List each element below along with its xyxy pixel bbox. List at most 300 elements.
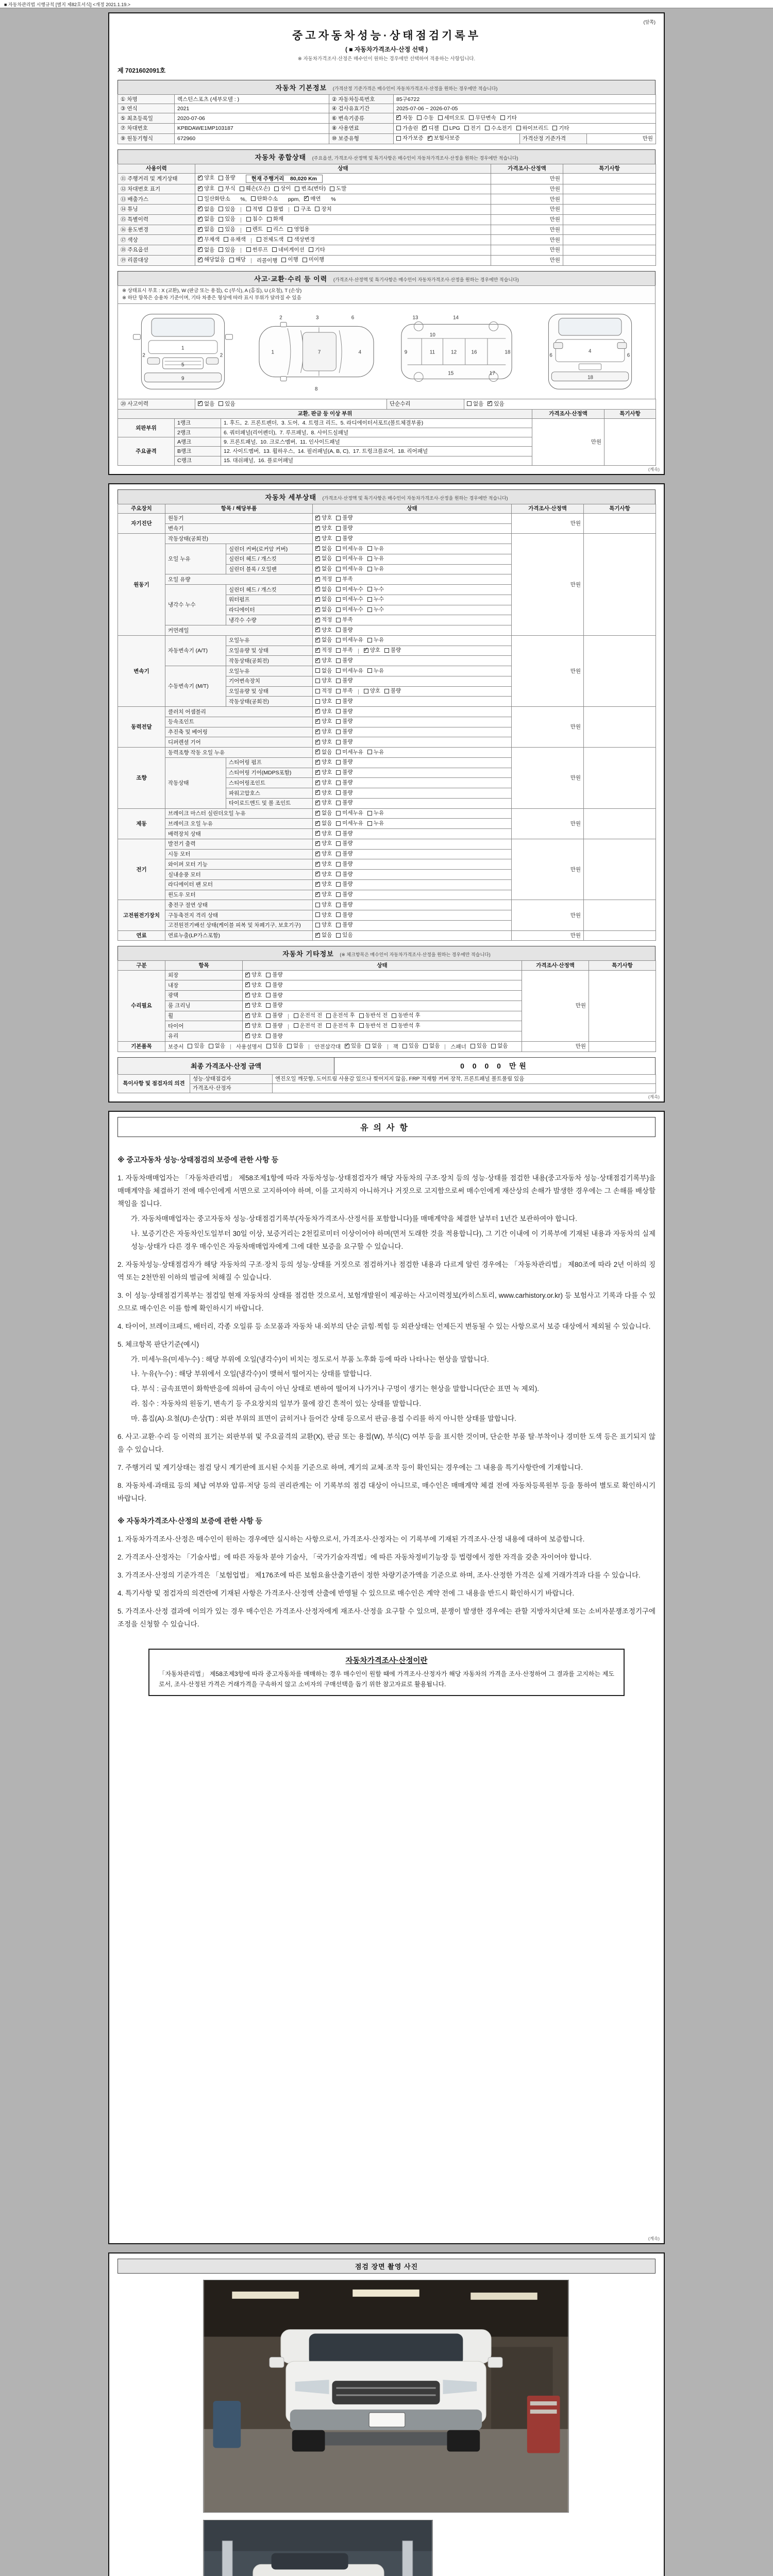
cell[interactable] [313,757,512,768]
checkbox-checked[interactable]: ✓ 양호 [198,174,214,181]
checkbox-unchecked[interactable]: 썬루프 [246,246,268,253]
table-row [118,409,656,418]
checkbox-checked[interactable]: ✓ 양호 [315,860,332,868]
cell[interactable] [195,255,491,265]
checkbox-unchecked[interactable]: 있음 [188,1042,204,1049]
checkbox-checked[interactable]: ✓ 양호 [245,981,262,989]
checkbox-unchecked[interactable]: 불량 [336,657,352,664]
cell[interactable] [313,778,512,788]
checkbox-checked[interactable]: ✓ 없음 [198,206,214,213]
section-detail-note: (가격조사·산정액 및 특기사항은 매수인이 자동차가격조사·산정을 원하는 경우에만 적습니다) [322,495,508,501]
checkbox-unchecked[interactable]: 수동 [417,114,433,122]
cell[interactable] [195,214,491,225]
checkbox-checked[interactable]: ✓ 없음 [315,565,332,572]
checkbox-unchecked[interactable]: 렌트 [246,226,263,233]
checkbox-unchecked[interactable]: 누유 [367,809,384,817]
cell[interactable] [195,399,387,410]
cell-text: 만원 [549,216,560,223]
checkbox-icon [294,1023,298,1028]
checkbox-unchecked[interactable]: 불량 [336,789,352,796]
checkbox-unchecked[interactable]: 동반석 후 [392,1012,421,1019]
checkbox-unchecked[interactable]: 양호 [364,687,380,694]
checkbox-unchecked[interactable]: 불량 [336,921,352,928]
checkbox-unchecked[interactable]: 전기 [464,125,481,132]
cell[interactable] [313,686,512,697]
cell-text: 구동축전지 격리 상태 [168,912,219,919]
checkbox-unchecked[interactable]: 없음 [491,1042,508,1049]
checkbox-unchecked[interactable]: 불량 [336,514,352,521]
checkbox-unchecked[interactable]: 부족 [336,616,352,623]
checkbox-unchecked[interactable]: 불량 [336,718,352,725]
cell-text: 고전원전기배선 상태(케이블 피복 및 차폐기구, 보호기구) [168,922,301,929]
cell[interactable] [313,646,512,656]
checkbox-checked[interactable]: ✓ 양호 [315,789,332,796]
cell[interactable] [313,707,512,717]
checkbox-checked[interactable]: ✓ 자동 [396,114,413,122]
checkbox-unchecked[interactable]: 불량 [266,971,282,978]
checkbox-unchecked[interactable]: 불량 [336,677,352,684]
checkbox-unchecked[interactable]: 있음 [219,226,235,233]
cell[interactable] [243,980,522,991]
checkbox-checked[interactable]: ✓ 없음 [315,820,332,827]
checkbox-checked[interactable]: ✓ 없음 [315,636,332,643]
cell[interactable] [313,717,512,727]
checkbox-unchecked[interactable]: 불량 [336,799,352,806]
cell[interactable] [243,1031,522,1042]
checkbox-icon [336,699,341,704]
cell[interactable] [195,184,491,194]
cell[interactable] [394,113,656,124]
cell[interactable] [195,173,491,184]
checkbox-unchecked[interactable]: 영업용 [288,226,309,233]
checkbox-unchecked[interactable]: 불량 [336,779,352,786]
panel-rank-table [117,409,656,466]
checkbox-unchecked[interactable]: 미세누수 [336,606,363,613]
cell[interactable] [313,910,512,921]
checkbox-unchecked[interactable]: 양호 [315,901,332,908]
cell[interactable] [313,605,512,615]
checkbox-checked[interactable]: ✓ 없음 [198,246,214,253]
cell[interactable] [313,544,512,554]
checkbox-unchecked[interactable]: 네비게이션 [272,246,305,253]
checkbox-unchecked[interactable]: 리스 [267,226,283,233]
checkbox-checked[interactable]: ✓ 있음 [488,400,504,408]
checkbox-checked[interactable]: ✓ 없음 [315,545,332,552]
checkbox-unchecked[interactable]: 누유 [367,555,384,562]
cell[interactable] [313,788,512,799]
checkbox-unchecked[interactable]: 있음 [219,246,235,253]
cell[interactable] [313,839,512,849]
checkbox-unchecked[interactable]: 있음 [219,206,235,213]
checkbox-unchecked[interactable]: 불량 [266,1012,282,1019]
checkbox-checked[interactable]: ✓ 양호 [315,738,332,745]
cell-text: 2랭크 [177,429,191,436]
checkbox-unchecked[interactable]: 누유 [367,545,384,552]
cell[interactable] [313,727,512,737]
checkbox-unchecked[interactable]: 누수 [367,596,384,603]
checkbox-checked[interactable]: ✓ 적정 [315,575,332,583]
cell[interactable] [313,748,512,758]
checkbox-unchecked[interactable]: 세미오토 [438,114,465,122]
checkbox-unchecked[interactable]: 불량 [336,698,352,705]
checkbox-checked[interactable]: ✓ 양호 [315,626,332,634]
checkbox-unchecked[interactable]: 동반석 전 [359,1012,388,1019]
cell[interactable] [313,554,512,564]
page-3 [108,1111,665,2244]
checkbox-unchecked[interactable]: 수소전기 [485,125,512,132]
checkbox-unchecked[interactable]: 양호 [315,921,332,928]
checkbox-checked[interactable]: ✓ 없음 [315,586,332,593]
cell [491,184,563,194]
checkbox-checked[interactable]: ✓ 있음 [345,1042,361,1049]
checkbox-unchecked[interactable]: 불량 [384,687,401,694]
header-cell [604,409,656,418]
checkbox-checked[interactable]: ✓ 양호 [315,840,332,847]
checkbox-checked[interactable]: ✓ 양호 [315,657,332,664]
checkbox-unchecked[interactable]: 미세누유 [336,636,363,643]
cell[interactable] [243,970,522,980]
table-row [118,748,656,758]
checkbox-checked[interactable]: ✓ 양호 [315,891,332,898]
checkbox-unchecked[interactable]: 불량 [266,1032,282,1040]
cell[interactable] [243,991,522,1001]
basic-info-table-body [118,95,656,144]
checkbox-checked[interactable]: ✓ 양호 [315,728,332,735]
checkbox-unchecked[interactable]: 침수 [246,215,263,223]
cell[interactable] [313,635,512,646]
checkbox-icon [422,126,427,130]
cell[interactable] [394,133,520,144]
checkbox-checked[interactable]: ✓ 양호 [315,535,332,542]
checkbox-unchecked[interactable]: 누수 [367,606,384,613]
checkbox-unchecked[interactable]: 있음 [266,1042,283,1049]
checkbox-unchecked[interactable]: 불량 [336,728,352,735]
checkbox-unchecked[interactable]: 불량 [336,830,352,837]
svg-text:6: 6 [351,315,355,321]
checkbox-unchecked[interactable]: 없음 [423,1042,440,1049]
svg-text:17: 17 [489,370,495,377]
checkbox-unchecked[interactable]: 훼손(오손) [240,185,271,192]
checkbox-checked[interactable]: ✓ 양호 [315,830,332,837]
cell [512,534,584,636]
checkbox-unchecked[interactable]: 누수 [367,586,384,593]
cell[interactable] [313,666,512,676]
cell[interactable] [195,194,491,205]
checkbox-unchecked[interactable]: 불량 [336,850,352,857]
cell-text: 자기진단 [131,520,152,527]
cell[interactable] [195,245,491,256]
checkbox-unchecked[interactable]: 누유 [367,749,384,756]
checkbox-unchecked[interactable]: 없음 [315,667,332,674]
checkbox-checked[interactable]: ✓ 양호 [245,1012,262,1019]
checkbox-unchecked[interactable]: 없음 [467,400,483,408]
checkbox-unchecked[interactable]: 없음 [365,1042,382,1049]
cell[interactable] [195,225,491,235]
cell [175,418,221,428]
table-row [118,961,656,970]
checkbox-checked[interactable]: ✓ 없음 [315,555,332,562]
header-cell [118,164,195,173]
checkbox-unchecked[interactable]: 불량 [336,901,352,908]
damage-code-legend [117,285,656,304]
cell[interactable] [313,697,512,707]
cell[interactable] [313,849,512,859]
checkbox-unchecked[interactable]: 장치 [315,206,331,213]
cell [118,970,165,1041]
page-continue-marker: (계속) [648,466,660,472]
checkbox-unchecked[interactable]: 적정 [315,687,332,694]
checkbox-checked[interactable]: ✓ 양호 [315,799,332,806]
cell[interactable] [195,205,491,215]
checkbox-unchecked[interactable]: 양호 [315,911,332,919]
cell[interactable] [313,656,512,666]
checkbox-unchecked[interactable]: 상이 [274,185,291,192]
checkbox-unchecked[interactable]: 불량 [336,860,352,868]
checkbox-unchecked[interactable]: 미세누유 [336,555,363,562]
checkbox-unchecked[interactable]: 불량 [336,738,352,745]
checkbox-unchecked[interactable]: 양호 [315,677,332,684]
checkbox-checked[interactable]: ✓ 양호 [315,524,332,532]
checkbox-unchecked[interactable]: 미세누유 [336,545,363,552]
checkbox-unchecked[interactable]: 양호 [315,698,332,705]
checkbox-unchecked[interactable]: 하이브리드 [516,125,549,132]
checkbox-unchecked[interactable]: 불량 [336,535,352,542]
cell[interactable] [313,523,512,534]
checkbox-unchecked[interactable]: 불량 [384,647,401,654]
checkbox-unchecked[interactable]: 해당 [229,256,246,263]
checkbox-checked[interactable]: ✓ 디젤 [422,125,439,132]
notice-body [117,1144,656,1633]
cell[interactable] [313,819,512,829]
checkbox-unchecked[interactable]: 동반석 후 [392,1022,421,1029]
checkbox-unchecked[interactable]: 불량 [336,708,352,715]
checkbox-unchecked[interactable]: 불량 [336,880,352,888]
cell [118,437,175,466]
checkbox-checked[interactable]: ✓ 없음 [198,400,214,408]
cell-text: 오일유량 및 상태 [229,688,268,694]
checkbox-checked[interactable]: ✓ 매연 [304,195,321,202]
cell[interactable] [243,1021,522,1031]
checkbox-unchecked[interactable]: 미세누유 [336,565,363,572]
cell[interactable] [313,829,512,839]
checkbox-unchecked[interactable]: 동반석 전 [359,1022,388,1029]
checkbox-unchecked[interactable]: 불량 [336,911,352,919]
cell[interactable] [313,920,512,930]
svg-text:4: 4 [358,349,362,355]
checkbox-checked[interactable]: ✓ 양호 [315,880,332,888]
checkbox-checked[interactable]: ✓ 적정 [315,616,332,623]
cell[interactable] [464,399,656,410]
checkbox-unchecked[interactable]: 부족 [336,687,352,694]
checkbox-unchecked[interactable]: 누유 [367,565,384,572]
cell[interactable] [313,859,512,870]
cell[interactable] [313,676,512,686]
checkbox-checked[interactable]: ✓ 없음 [315,749,332,756]
notice-line: 4. 타이어, 브레이크패드, 배터리, 각종 오일류 등 소모품과 자동차 내·외부의 단순 긁힘·찍힘 등 외관상태는 언제든지 변동될 수 있는 사항으로서 보증 대상에서 제외될 수 있습니다. [117,1322,651,1330]
checkbox-unchecked[interactable]: 있음 [219,400,235,408]
checkbox-checked[interactable]: ✓ 없음 [198,215,214,223]
table-row [118,104,656,113]
checkbox-icon [246,247,251,252]
checkbox-checked[interactable]: ✓ 양호 [315,708,332,715]
checkbox-icon [336,933,341,938]
checkbox-checked[interactable]: ✓ 양호 [315,850,332,857]
checkbox-unchecked[interactable]: 일산화탄소 [198,195,230,202]
checkbox-checked[interactable]: ✓ 없음 [198,226,214,233]
checkbox-unchecked[interactable]: 미세누유 [336,820,363,827]
cell[interactable] [313,808,512,819]
cell[interactable] [313,595,512,605]
checkbox-unchecked[interactable]: 불량 [266,1022,282,1029]
checkbox-unchecked[interactable]: 미세누수 [336,596,363,603]
checkbox-checked[interactable]: ✓ 양호 [364,647,380,654]
checkbox-checked[interactable]: ✓ 보험사보증 [428,134,460,142]
cell[interactable] [313,585,512,595]
checkbox-checked[interactable]: ✓ 없음 [315,606,332,613]
checkbox-icon [245,1023,250,1028]
checkbox-unchecked[interactable]: 운전석 후 [326,1012,355,1019]
checkbox-checked[interactable]: ✓ 양호 [315,758,332,766]
checkbox-icon [267,207,272,211]
checkbox-unchecked[interactable]: 불량 [266,981,282,989]
checkbox-unchecked[interactable]: 미이행 [303,256,324,263]
checkbox-unchecked[interactable]: 기타 [552,125,569,132]
cell[interactable] [313,625,512,636]
checkbox-unchecked[interactable]: 전체도색 [257,236,284,243]
checkbox-unchecked[interactable]: 탄화수소 [251,195,278,202]
cell-text: 15. 대쉬패널, 16. 플로어패널 [224,457,294,464]
checkbox-unchecked[interactable]: 운전석 후 [326,1022,355,1029]
cell-text: 만원 [549,175,560,182]
checkbox-unchecked[interactable]: 무단변속 [469,114,496,122]
checkbox-unchecked[interactable]: 불량 [336,871,352,878]
checkbox-checked[interactable]: ✓ 양호 [198,185,214,192]
checkbox-unchecked[interactable]: 불량 [266,1002,282,1009]
checkbox-icon [315,811,320,816]
checkbox-unchecked[interactable]: 불량 [336,891,352,898]
cell-text: 가격조사·산정액 [549,411,587,417]
checkbox-unchecked[interactable]: 불량 [219,174,235,181]
cell[interactable] [313,534,512,544]
cell[interactable] [313,870,512,880]
checkbox-unchecked[interactable]: 미세누수 [336,586,363,593]
checkbox-unchecked[interactable]: 가솔린 [396,125,418,132]
checkbox-checked[interactable]: ✓ 양호 [315,779,332,786]
cell[interactable] [313,615,512,625]
checkbox-checked[interactable]: ✓ 없음 [315,809,332,817]
checkbox-icon [336,740,341,744]
cell-text: 6. 쿼터패널(리어펜더), 7. 루프패널, 8. 사이드실패널 [224,429,349,436]
checkbox-unchecked[interactable]: 있음 [402,1042,419,1049]
cell[interactable] [394,124,656,134]
checkbox-checked[interactable]: ✓ 양호 [315,718,332,725]
checkbox-unchecked[interactable]: 미세누유 [336,749,363,756]
checkbox-unchecked[interactable]: 변조(변타) [295,185,326,192]
cell[interactable] [165,1041,522,1052]
cell[interactable] [313,900,512,910]
checkbox-checked[interactable]: ✓ 양호 [245,1002,262,1009]
checkbox-unchecked[interactable]: 운전석 전 [294,1022,323,1029]
checkbox-unchecked[interactable]: 적법 [246,206,263,213]
cell[interactable] [313,879,512,890]
checkbox-unchecked[interactable]: 기타 [500,114,517,122]
checkbox-unchecked[interactable]: 유채색 [224,236,245,243]
checkbox-unchecked[interactable]: 기타 [309,246,325,253]
checkbox-unchecked[interactable]: 부족 [336,575,352,583]
cell[interactable] [313,890,512,900]
checkbox-unchecked[interactable]: LPG [443,125,460,132]
checkbox-checked[interactable]: ✓ 양호 [315,769,332,776]
checkbox-unchecked[interactable]: 불량 [336,524,352,532]
cell[interactable] [243,1011,522,1021]
checkbox-checked[interactable]: ✓ 양호 [245,971,262,978]
checkbox-unchecked[interactable]: 자가보증 [396,134,424,142]
checkbox-checked[interactable]: ✓ 적정 [315,647,332,654]
checkbox-unchecked[interactable]: 있음 [219,215,235,223]
checkbox-checked[interactable]: ✓ 양호 [245,1032,262,1040]
checkbox-unchecked[interactable]: 불량 [336,769,352,776]
checkbox-unchecked[interactable]: 색상변경 [288,236,315,243]
checkbox-unchecked[interactable]: 누유 [367,820,384,827]
checkbox-checked[interactable]: ✓ 양호 [315,514,332,521]
checkbox-unchecked[interactable]: 부족 [336,647,352,654]
cell[interactable] [313,574,512,585]
checkbox-checked[interactable]: ✓ 무채색 [198,236,220,243]
cell-text: 작동상태(공회전) [229,698,269,705]
checkbox-unchecked[interactable]: 운전석 전 [294,1012,323,1019]
checkbox-unchecked[interactable]: 불량 [336,758,352,766]
cell[interactable] [195,235,491,245]
cell [563,235,656,245]
cell[interactable] [313,930,512,941]
checkbox-checked[interactable]: ✓ 없음 [315,596,332,603]
checkbox-checked[interactable]: ✓ 양호 [245,992,262,999]
section-etc-header [117,946,656,961]
checkbox-unchecked[interactable]: 없음 [209,1042,225,1049]
cell[interactable] [313,768,512,778]
checkbox-unchecked[interactable]: 없음 [287,1042,304,1049]
checkbox-unchecked[interactable]: 있음 [336,931,352,939]
checkbox-unchecked[interactable]: 화재 [267,215,283,223]
cell[interactable] [313,798,512,808]
checkbox-checked[interactable]: ✓ 양호 [315,871,332,878]
checkbox-checked[interactable]: ✓ 해당없음 [198,256,225,263]
checkbox-unchecked[interactable]: 미세누유 [336,809,363,817]
table-row [118,970,656,980]
checkbox-unchecked[interactable]: 이행 [281,256,298,263]
checkbox-unchecked[interactable]: 불량 [336,840,352,847]
checkbox-checked[interactable]: ✓ 양호 [245,1022,262,1029]
checkbox-checked[interactable]: ✓ 없음 [315,931,332,939]
checkbox-unchecked[interactable]: 부식 [219,185,235,192]
checkbox-unchecked[interactable]: 있음 [470,1042,487,1049]
cell[interactable] [313,513,512,523]
checkbox-unchecked[interactable]: 미세누유 [336,667,363,674]
checkbox-unchecked[interactable]: 누유 [367,636,384,643]
table-row [118,255,656,265]
checkbox-unchecked[interactable]: 불량 [336,626,352,634]
checkbox-unchecked[interactable]: 불법 [267,206,283,213]
checkbox-icon [336,556,341,561]
cell[interactable] [243,1001,522,1011]
checkbox-unchecked[interactable]: 불량 [266,992,282,999]
checkbox-unchecked[interactable]: 누유 [367,667,384,674]
cell[interactable] [313,737,512,748]
checkbox-unchecked[interactable]: 구조 [294,206,311,213]
checkbox-unchecked[interactable]: 도말 [330,185,346,192]
svg-text:8: 8 [315,386,318,393]
cell[interactable] [313,564,512,574]
